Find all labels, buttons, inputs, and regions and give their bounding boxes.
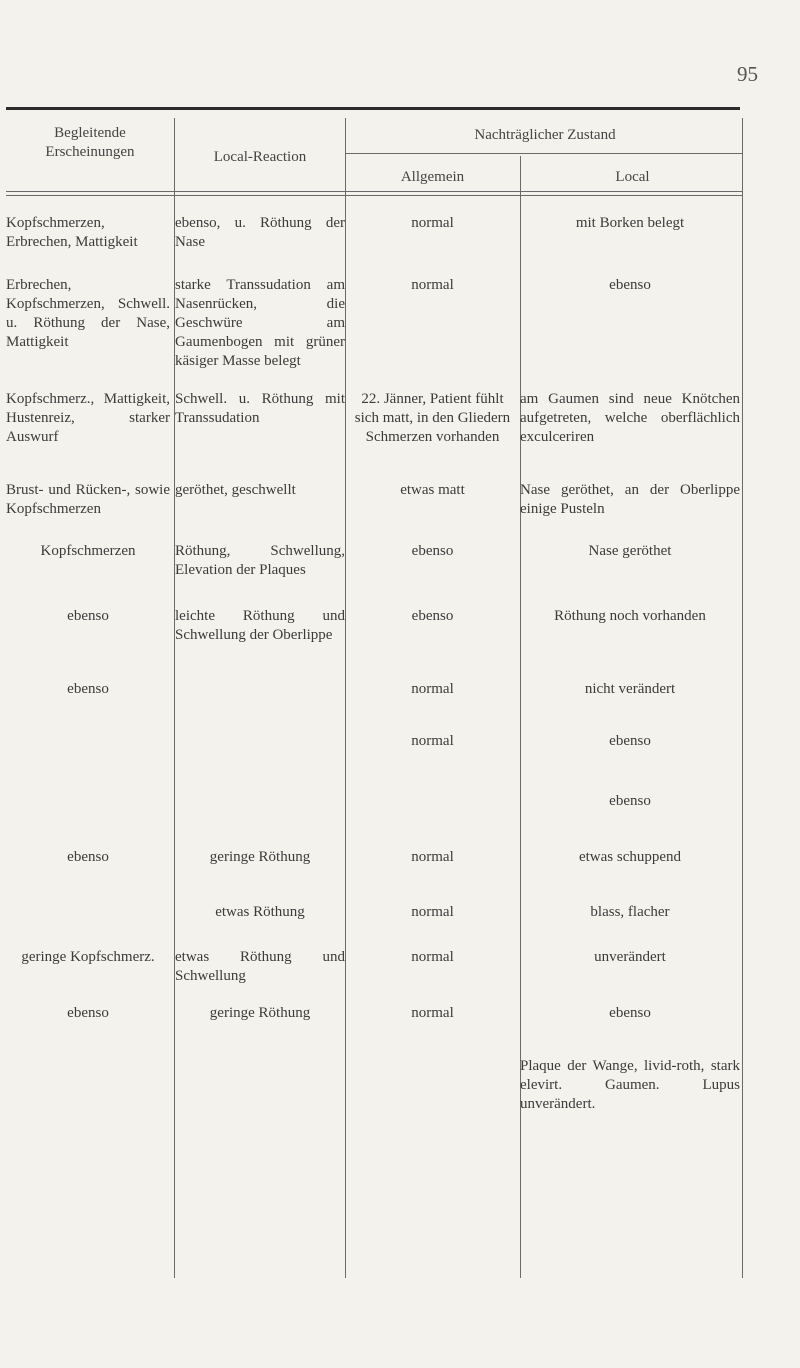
row-1-local-reaction: ebenso, u. Röthung der Nase (175, 215, 345, 250)
header-nachtraeglicher-zustand: Nachträglicher Zustand (474, 127, 616, 143)
row-1-allgemein: normal (411, 215, 454, 231)
header-local: Local (615, 169, 650, 185)
row-3-local: am Gaumen sind neue Knötchen aufgetreten, welche oberflächlich exculceriren (520, 391, 740, 445)
row-5-allgemein: ebenso (411, 543, 454, 559)
page-number: 95 (737, 62, 758, 86)
top-rule (6, 107, 740, 110)
row-10-local-reaction: geringe Röthung (209, 849, 311, 865)
row-4-local-reaction: geröthet, geschwellt (175, 482, 296, 498)
row-10-begleitende: ebenso (67, 849, 109, 865)
row-5-begleitende: Kopfschmerzen (40, 543, 136, 559)
row-2-allgemein: normal (411, 277, 454, 293)
row-10-allgemein: normal (411, 849, 454, 865)
row-10-local: etwas schuppend (578, 849, 682, 865)
subheader-rule (345, 153, 742, 154)
row-11-allgemein: normal (411, 904, 454, 920)
row-6-local: Röthung noch vorhanden (554, 608, 706, 624)
row-6-begleitende: ebenso (67, 608, 109, 624)
header-allgemein: Allgemein (400, 169, 465, 185)
header-local-reaction: Local-Reaction (213, 149, 307, 165)
row-3-local-reaction: Schwell. u. Röthung mit Transsudation (175, 391, 345, 426)
row-2-local: ebenso (609, 277, 651, 293)
row-7-local: nicht verändert (584, 681, 676, 697)
row-12-allgemein: normal (411, 949, 454, 965)
row-13-local-reaction: geringe Röthung (209, 1005, 311, 1021)
row-5-local-reaction: Röthung, Schwellung, Elevation der Plaques (175, 543, 345, 578)
row-12-local-reaction: etwas Röthung und Schwellung (175, 949, 345, 984)
row-5-local: Nase geröthet (588, 543, 672, 559)
row-4-begleitende: Brust- und Rücken-, sowie Kopfschmerzen (6, 482, 170, 517)
row-4-allgemein: etwas matt (400, 482, 465, 498)
row-1-local: mit Borken belegt (575, 215, 685, 231)
row-8-allgemein: normal (411, 733, 454, 749)
header-rule-1 (6, 191, 742, 192)
row-13-begleitende: ebenso (67, 1005, 109, 1021)
row-6-allgemein: ebenso (411, 608, 454, 624)
header-begleitende-erscheinungen: Begleitende Erscheinungen (45, 125, 135, 160)
column-divider-right (742, 118, 743, 1278)
row-11-local: blass, flacher (590, 904, 670, 920)
row-1-begleitende: Kopfschmerzen, Erbrechen, Mattigkeit (6, 215, 138, 250)
row-13-allgemein: normal (411, 1005, 454, 1021)
row-7-allgemein: normal (411, 681, 454, 697)
row-6-local-reaction: leichte Röthung und Schwellung der Oberlippe (175, 608, 345, 643)
row-9-local: ebenso (609, 793, 651, 809)
row-3-begleitende: Kopfschmerz., Mattigkeit, Hustenreiz, starker Auswurf (6, 391, 170, 445)
row-8-local: ebenso (609, 733, 651, 749)
header-rule-2 (6, 195, 742, 196)
row-13-local: ebenso (609, 1005, 651, 1021)
row-2-begleitende: Erbrechen, Kopfschmerzen, Schwell. u. Röthung der Nase, Mattigkeit (6, 277, 170, 350)
row-2-local-reaction: starke Transsudation am Nasenrücken, die Geschwüre am Gaumenbogen mit grüner käsiger Masse belegt (175, 277, 345, 369)
row-7-begleitende: ebenso (67, 681, 109, 697)
row-4-local: Nase geröthet, an der Oberlippe einige Pusteln (520, 482, 740, 517)
row-12-begleitende: geringe Kopfschmerz. (21, 949, 155, 965)
row-14-local: Plaque der Wange, livid-roth, stark elevirt. Gaumen. Lupus unverändert. (520, 1058, 740, 1112)
column-divider-2 (345, 118, 346, 1278)
row-12-local: unverändert (594, 949, 666, 965)
row-11-local-reaction: etwas Röthung (215, 904, 305, 920)
row-3-allgemein: 22. Jänner, Patient fühlt sich matt, in den Gliedern Schmerzen vorhanden (354, 391, 511, 445)
